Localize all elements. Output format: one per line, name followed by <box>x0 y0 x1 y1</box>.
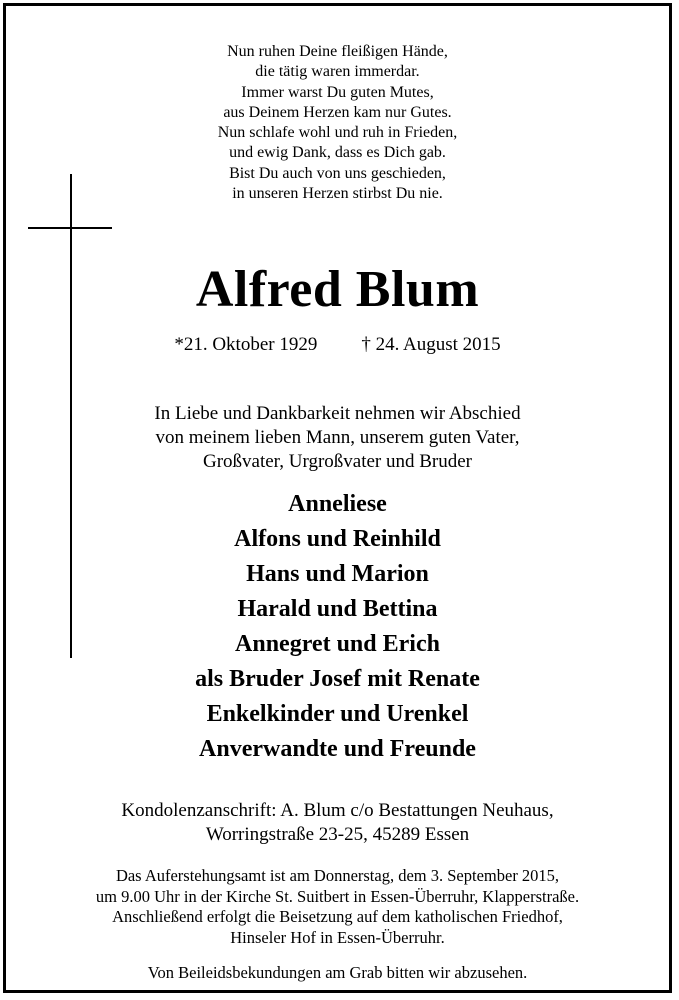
mourner-entry: Harald und Bettina <box>237 596 438 622</box>
farewell-text <box>6 402 669 474</box>
poem-line: in unseren Herzen stirbst Du nie. <box>232 185 443 203</box>
deceased-name: Alfred Blum <box>195 261 480 318</box>
service-line: Anschließend erfolgt die Beisetzung auf dem katholischen Friedhof, <box>112 907 563 926</box>
service-line: Hinseler Hof in Essen-Überruhr. <box>230 927 445 947</box>
service-line: um 9.00 Uhr in der Kirche St. Suitbert in Essen-Überruhr, Klapperstraße. <box>95 886 580 906</box>
service-details <box>6 866 669 948</box>
farewell-line: In Liebe und Dankbarkeit nehmen wir Abschied <box>154 403 521 424</box>
poem <box>6 42 669 204</box>
condolence-line: Worringstraße 23-25, 45289 Essen <box>205 824 470 845</box>
birth-date: *21. Oktober 1929 <box>174 334 318 355</box>
mourner-entry: Enkelkinder und Urenkel <box>206 701 469 727</box>
poem-line: Immer warst Du guten Mutes, <box>241 83 434 101</box>
obituary-notice <box>3 3 672 993</box>
life-dates <box>6 333 669 357</box>
service-line: Das Auferstehungsamt ist am Donnerstag, dem 3. September 2015, <box>115 866 560 885</box>
condolence-address <box>6 799 669 847</box>
poem-line: aus Deinem Herzen kam nur Gutes. <box>223 103 452 121</box>
mourner-entry: Annegret und Erich <box>235 631 440 657</box>
condolence-line: Kondolenzanschrift: A. Blum c/o Bestattungen Neuhaus, <box>121 800 554 821</box>
poem-line: Nun ruhen Deine fleißigen Hände, <box>227 43 448 60</box>
mourner-entry: als Bruder Josef mit Renate <box>195 666 480 692</box>
poem-line: Bist Du auch von uns geschieden, <box>229 164 446 182</box>
closing-note: Von Beileidsbekundungen am Grab bitten wir abzusehen. <box>147 963 528 982</box>
mourner-entry: Anverwandte und Freunde <box>199 736 476 762</box>
death-date: † 24. August 2015 <box>361 334 501 355</box>
poem-line: und ewig Dank, dass es Dich gab. <box>229 144 446 162</box>
mourner-entry: Anneliese <box>288 491 387 517</box>
mourner-entry: Hans und Marion <box>246 561 429 587</box>
cross-horizontal-bar <box>28 227 112 229</box>
poem-line: Nun schlafe wohl und ruh in Frieden, <box>217 124 458 142</box>
mourner-entry: Alfons und Reinhild <box>234 526 441 552</box>
poem-line: die tätig waren immerdar. <box>255 63 420 81</box>
farewell-line: von meinem lieben Mann, unserem guten Vater, <box>155 427 520 448</box>
mourners-list <box>6 487 669 767</box>
farewell-line: Großvater, Urgroßvater und Bruder <box>202 451 473 472</box>
